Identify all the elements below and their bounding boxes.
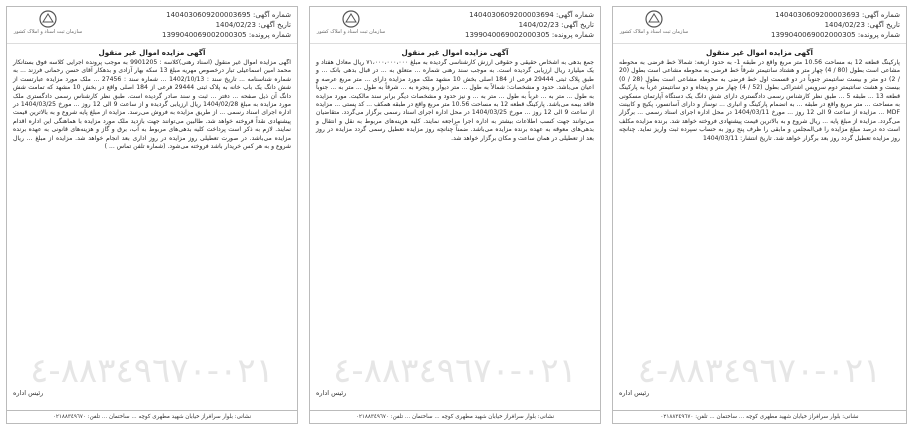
watermark-phone: ٠٢١-٨٨٣٤٩٦٧٠-٤ — [637, 351, 882, 391]
registry-logo-icon — [619, 9, 689, 39]
signature: رئیس اداره — [619, 389, 650, 397]
notice-meta — [162, 10, 291, 40]
notice-header — [613, 7, 906, 44]
notice-title: آگهی مزایده اموال غیر منقول — [401, 48, 509, 57]
notice-body — [310, 59, 600, 389]
registry-logo-icon — [316, 9, 386, 39]
notice-card — [309, 6, 601, 424]
notice-number: شماره آگهی: 1404030609200003693 — [775, 11, 900, 19]
notice-title: آگهی مزایده اموال غیر منقول — [706, 48, 813, 57]
notice-title: آگهی مزایده اموال غیر منقول — [98, 48, 206, 57]
notice-card — [6, 6, 298, 424]
notice-footer: نشانی: بلوار سرافراز خیابان شهید مطهری کوچه ... ساختمان ... تلفن: ٠٢١٨٨٣٤٩٦٧٠ — [7, 410, 297, 423]
notice-body — [613, 59, 906, 389]
notices-page — [6, 6, 905, 424]
notice-body — [7, 59, 297, 389]
org-name: سازمان ثبت اسناد و املاک کشور — [316, 29, 386, 35]
watermark-phone: ٠٢١-٨٨٣٤٩٦٧٠-٤ — [333, 351, 577, 391]
notice-header — [310, 7, 600, 44]
notice-date: تاریخ آگهی: 1404/02/23 — [215, 21, 291, 29]
notice-text: آگهی مزایده اموال غیر منقول (اسناد رهنی)کلاسه : 9901205 به موجب پرونده اجرایی کلاسه فوق بستانکار محمد امین اسماعیلی تبار درخصوص مهریه مبلغ 13 سکه بهار آزادی و بدهکار آقای حسن رحمانی فرزند ... به شماره شناسنامه ... تاریخ سند : 1402/10/13 ... شماره سند : 27456 ... ملک مورد مزایده عبارتست از شش دانگ یک باب خانه به پلاک ثبتی 29444 فرعی از 184 اصلی واقع در بخش 10 مشهد که تمامت شش دانگ آن ذیل صفحه ... دفتر ... ثبت و سند صادر گردیده است. طبق نظر کارشناس رسمی دادگستری ملک مورد مزایده به مبلغ 1404/02/28 ریال ارزیابی گردیده و از ساعت 9 الی 12 روز ... مورخ 1404/03/25 در اداره اجرای اسناد رسمی ... از طریق مزایده به فروش می‌رسد. مزایده از مبلغ پایه شروع و به بالاترین قیمت پیشنهادی نقداً فروخته خواهد شد. طالبین می‌توانند جهت بازدید ملک مورد مزایده با هماهنگی این اداره اقدام نمایند. لازم به ذکر است پرداخت کلیه بدهی‌های مربوط به آب، برق و گاز و هزینه‌های قانونی به عهده برنده مزایده می‌باشد. در صورت تعطیلی روز مزایده در روز اداری بعد انجام خواهد شد. مزایده از مبلغ ... ریال شروع و به هر کس خریدار باشد فروخته می‌شود. (شماره تلفن تماس ... ) — [13, 59, 292, 151]
notice-text: پارکینگ قطعه 12 به مساحت 10.56 متر مربع واقع در طبقه 1- به حدود اربعه: شمالاً خط فرضی به محوطه مشاعی است بطول (80 / 4) چهار متر و هشتاد سانتیمتر شرقاً خط فرضی به محوطه مشاعی است بطول (20 / 2) دو متر و بیست سانتیمتر جنوباً در دو قسمت اول خط فرضی به محوطه مشاعی است بطول (28 / 0) بیست و هشت سانتیمتر دوم سرویس اشتراکی بطول (52 / 4) چهار متر و پنجاه و دو سانتیمتر غرباً به پارکینگ قطعه 13 ... طبقه 5 ... طبق نظر کارشناس رسمی دادگستری دارای شش دانگ یک دستگاه آپارتمان مسکونی به مساحت ... متر مربع واقع در طبقه ... به انضمام پارکینگ و انباری ... نوساز و دارای آسانسور، پکیج و کابینت MDF ... مزایده از ساعت 9 الی 12 روز ... مورخ 1404/03/11 در محل اداره اجرای اسناد رسمی ... برگزار می‌گردد. مزایده از مبلغ پایه ... ریال شروع و به بالاترین قیمت پیشنهادی فروخته خواهد شد. برنده مزایده مکلف است ده درصد مبلغ مزایده را فی‌المجلس و مابقی را ظرف پنج روز به حساب سپرده ثبت واریز نماید. چنانچه روز مزایده تعطیل گردد روز بعد برگزار خواهد شد. تاریخ انتشار: 1404/03/11 — [619, 59, 901, 142]
registry-logo-icon — [13, 9, 83, 39]
dossier-number: شماره پرونده: 1399040069002000305 — [161, 31, 291, 39]
watermark-phone: ٠٢١-٨٨٣٤٩٦٧٠-٤ — [30, 351, 274, 391]
notice-card — [612, 6, 907, 424]
org-name: سازمان ثبت اسناد و املاک کشور — [13, 29, 83, 35]
signature: رئیس اداره — [316, 389, 347, 397]
notice-meta — [771, 10, 900, 40]
notice-text: جمع بدهی به اشخاص حقیقی و حقوقی ارزش کارشناسی گردیده به مبلغ ۷۱،۰۰۰،۰۰۰،۰۰۰ ریال معادل هفتاد و یک میلیارد ریال ارزیابی گردیده است. به موجب سند رهنی شماره ... متعلق به ... در قبال بدهی بانک ... و طبق پلاک ثبتی 29444 فرعی از 184 اصلی بخش 10 مشهد ملک مورد مزایده دارای ... متر مربع عرصه و اعیان می‌باشد. حدود و مشخصات: شمالاً به طول ... متر دیوار و پنجره به ... شرقاً به طول ... متر به ... جنوباً به طول ... متر به ... غرباً به طول ... متر به ... و نیز حدود و مشخصات دیگر برابر سند مالکیت. مورد مزایده فاقد بیمه می‌باشد. پارکینگ قطعه 12 به مساحت 10.56 متر مربع واقع در طبقه همکف ... کد پستی ... مزایده از ساعت 9 الی 12 روز ... مورخ 1404/03/25 در محل اداره اجرای اسناد رسمی برگزار می‌گردد. متقاضیان می‌توانند جهت کسب اطلاعات بیشتر به اداره اجرا مراجعه نمایند. کلیه هزینه‌های مربوط به نقل و انتقال و بدهی‌های معوقه به عهده برنده مزایده می‌باشد. ضمناً چنانچه روز مزایده تعطیل رسمی گردد مزایده در روز بعد از تعطیلی در همان ساعت و مکان برگزار خواهد شد. — [316, 59, 594, 142]
notice-meta — [465, 10, 594, 40]
dossier-number: شماره پرونده: 1399040069002000305 — [464, 31, 594, 39]
notice-footer: نشانی: بلوار سرافراز خیابان شهید مطهری کوچه ... ساختمان ... تلفن: ٠٢١٨٨٣٤٩٦٧٠ — [613, 410, 906, 423]
org-name: سازمان ثبت اسناد و املاک کشور — [619, 29, 689, 35]
dossier-number: شماره پرونده: 1399040069002000305 — [770, 31, 900, 39]
notice-number: شماره آگهی: 1404030609200003695 — [166, 11, 291, 19]
notice-footer: نشانی: بلوار سرافراز خیابان شهید مطهری کوچه ... ساختمان ... تلفن: ٠٢١٨٨٣٤٩٦٧٠ — [310, 410, 600, 423]
notice-number: شماره آگهی: 1404030609200003694 — [469, 11, 594, 19]
notice-header — [7, 7, 297, 44]
signature: رئیس اداره — [13, 389, 44, 397]
notice-date: تاریخ آگهی: 1404/02/23 — [518, 21, 594, 29]
notice-date: تاریخ آگهی: 1404/02/23 — [824, 21, 900, 29]
